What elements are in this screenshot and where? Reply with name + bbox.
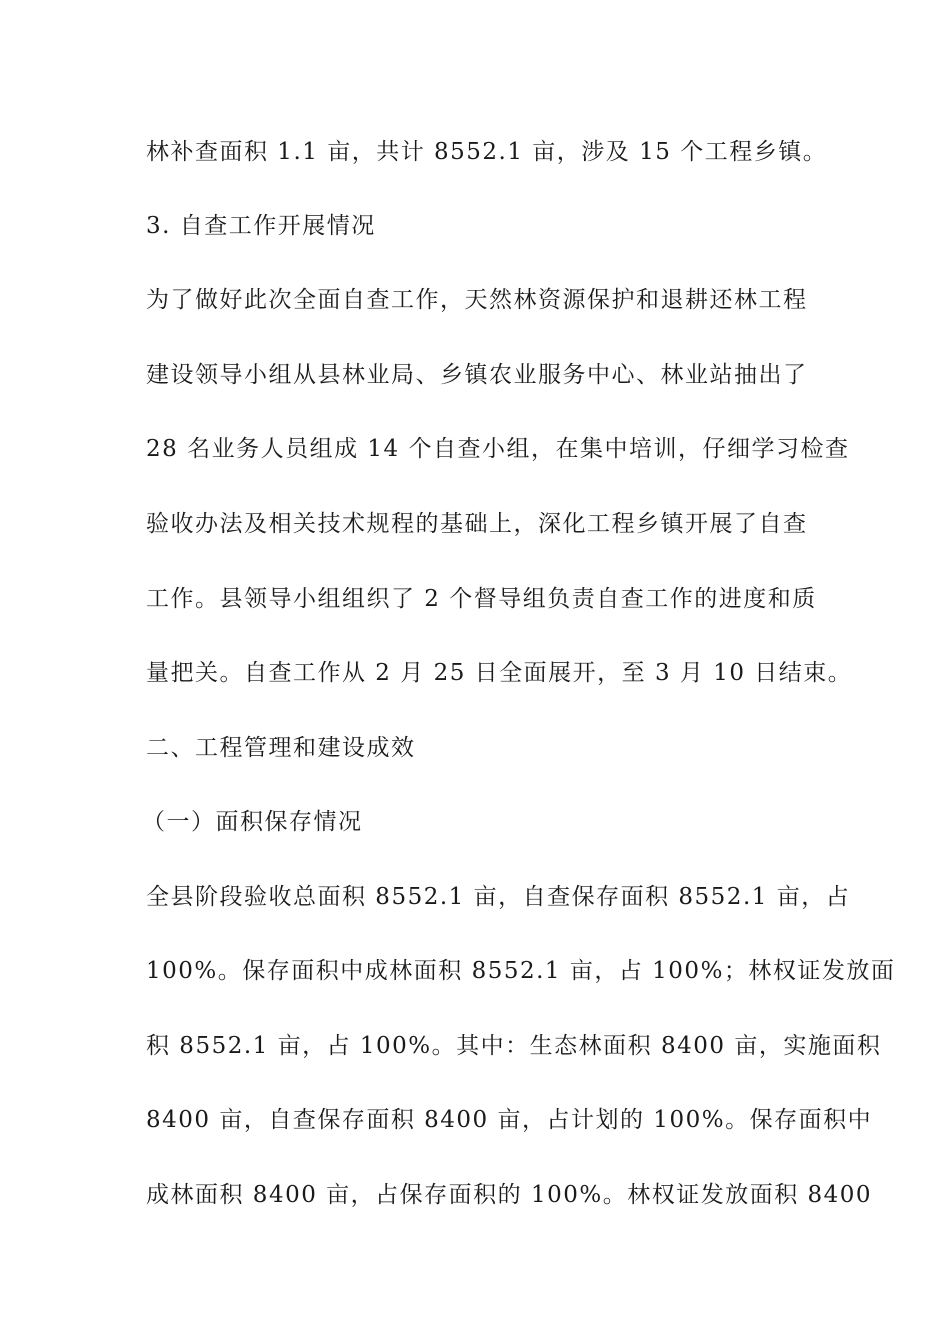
text-line: 量把关。自查工作从 2 月 25 日全面展开，至 3 月 10 日结束。 — [146, 660, 853, 686]
text-line: 全县阶段验收总面积 8552.1 亩，自查保存面积 8552.1 亩，占 — [146, 884, 851, 910]
text-line: 8400 亩，自查保存面积 8400 亩，占计划的 100%。保存面积中 — [146, 1107, 873, 1133]
text-line: 100%。保存面积中成林面积 8552.1 亩，占 100%；林权证发放面 — [146, 958, 896, 984]
section-heading: 3. 自查工作开展情况 — [146, 213, 376, 239]
section-heading: 二、工程管理和建设成效 — [146, 735, 416, 761]
text-line: 工作。县领导小组组织了 2 个督导组负责自查工作的进度和质 — [146, 586, 817, 612]
text-line: 28 名业务人员组成 14 个自查小组，在集中培训，仔细学习检查 — [146, 436, 850, 462]
text-line: 为了做好此次全面自查工作，天然林资源保护和退耕还林工程 — [146, 287, 808, 313]
text-line: 积 8552.1 亩，占 100%。其中：生态林面积 8400 亩，实施面积 — [146, 1033, 882, 1059]
text-line: 成林面积 8400 亩，占保存面积的 100%。林权证发放面积 8400 — [146, 1182, 873, 1208]
text-line: 验收办法及相关技术规程的基础上，深化工程乡镇开展了自查 — [146, 511, 808, 537]
text-line: 建设领导小组从县林业局、乡镇农业服务中心、林业站抽出了 — [146, 362, 808, 388]
subsection-heading: （一）面积保存情况 — [142, 809, 363, 835]
text-line: 林补查面积 1.1 亩，共计 8552.1 亩，涉及 15 个工程乡镇。 — [146, 139, 828, 165]
